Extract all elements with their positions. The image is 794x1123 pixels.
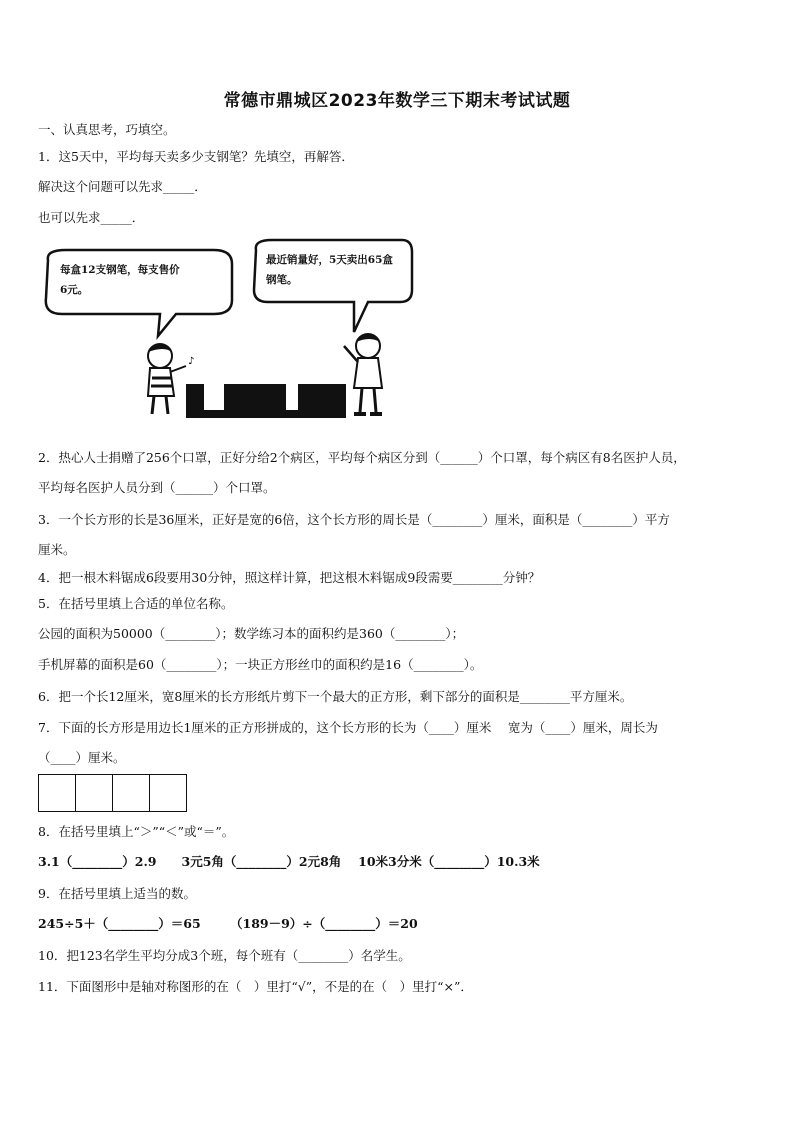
question-3-line-2: 厘米。 <box>38 542 76 557</box>
rectangle-of-unit-squares <box>38 774 187 812</box>
question-3-line-1: 3．一个长方形的长是36厘米，正好是宽的6倍，这个长方形的周长是（________）厘米，面积是（________）平方 <box>38 512 670 527</box>
unit-square <box>113 775 150 811</box>
page-title: 常德市鼎城区2023年数学三下期末考试试题 <box>223 91 571 111</box>
left-bubble-line-1: 每盒12支钢笔，每支售价 <box>60 264 180 276</box>
unit-square <box>150 775 186 811</box>
question-10: 10．把123名学生平均分成3个班，每个班有（________）名学生。 <box>38 948 411 963</box>
right-bubble-text <box>266 250 393 290</box>
question-4: 4．把一根木料锯成6段要用30分钟，照这样计算，把这根木料锯成9段需要________分钟？ <box>38 570 541 585</box>
question-2-line-2: 平均每名医护人员分到（______）个口罩。 <box>38 480 276 495</box>
right-bubble-line-1: 最近销量好，5天卖出65盒 <box>266 254 393 266</box>
question-6: 6．把一个长12厘米，宽8厘米的长方形纸片剪下一个最大的正方形，剩下部分的面积是________平方厘米。 <box>38 689 633 704</box>
unit-square <box>76 775 113 811</box>
question-9-line-2: 245÷5＋（________）＝65 （189－9）÷（________）＝20 <box>38 916 418 931</box>
question-5-line-2: 公园的面积为50000（________）；数学练习本的面积约是360（________）； <box>38 626 465 641</box>
pen-sales-illustration <box>36 238 416 428</box>
left-bubble-line-2: 6元。 <box>60 284 89 296</box>
question-7-line-2: （____）厘米。 <box>38 750 126 765</box>
left-bubble-text <box>60 260 180 300</box>
section-heading: 一、认真思考，巧填空。 <box>38 122 176 137</box>
question-7-line-1: 7．下面的长方形是用边长1厘米的正方形拼成的，这个长方形的长为（____）厘米 宽为（____）厘米，周长为 <box>38 720 658 735</box>
question-1-blank-2: 也可以先求_____． <box>38 210 145 225</box>
question-1: 1．这5天中，平均每天卖多少支钢笔？先填空，再解答． <box>38 149 354 164</box>
question-11: 11．下面图形中是轴对称图形的在（ ）里打“√”，不是的在（ ）里打“×”． <box>38 979 473 994</box>
svg-text:♪: ♪ <box>188 356 195 367</box>
question-5-line-3: 手机屏幕的面积是60（________）；一块正方形丝巾的面积约是16（________）。 <box>38 657 483 672</box>
question-8-line-2: 3.1（________）2.9 3元5角（________）2元8角 10米3分米（________）10.3米 <box>38 854 540 869</box>
right-bubble-line-2: 钢笔。 <box>266 274 298 286</box>
question-9: 9．在括号里填上适当的数。 <box>38 886 196 901</box>
unit-square <box>39 775 76 811</box>
question-5: 5．在括号里填上合适的单位名称。 <box>38 596 234 611</box>
question-1-blank-1: 解决这个问题可以先求_____． <box>38 179 207 194</box>
question-2-line-1: 2．热心人士捐赠了256个口罩，正好分给2个病区，平均每个病区分到（______）个口罩，每个病区有8名医护人员， <box>38 450 686 465</box>
question-8: 8．在括号里填上“＞”“＜”或“＝”。 <box>38 824 235 839</box>
